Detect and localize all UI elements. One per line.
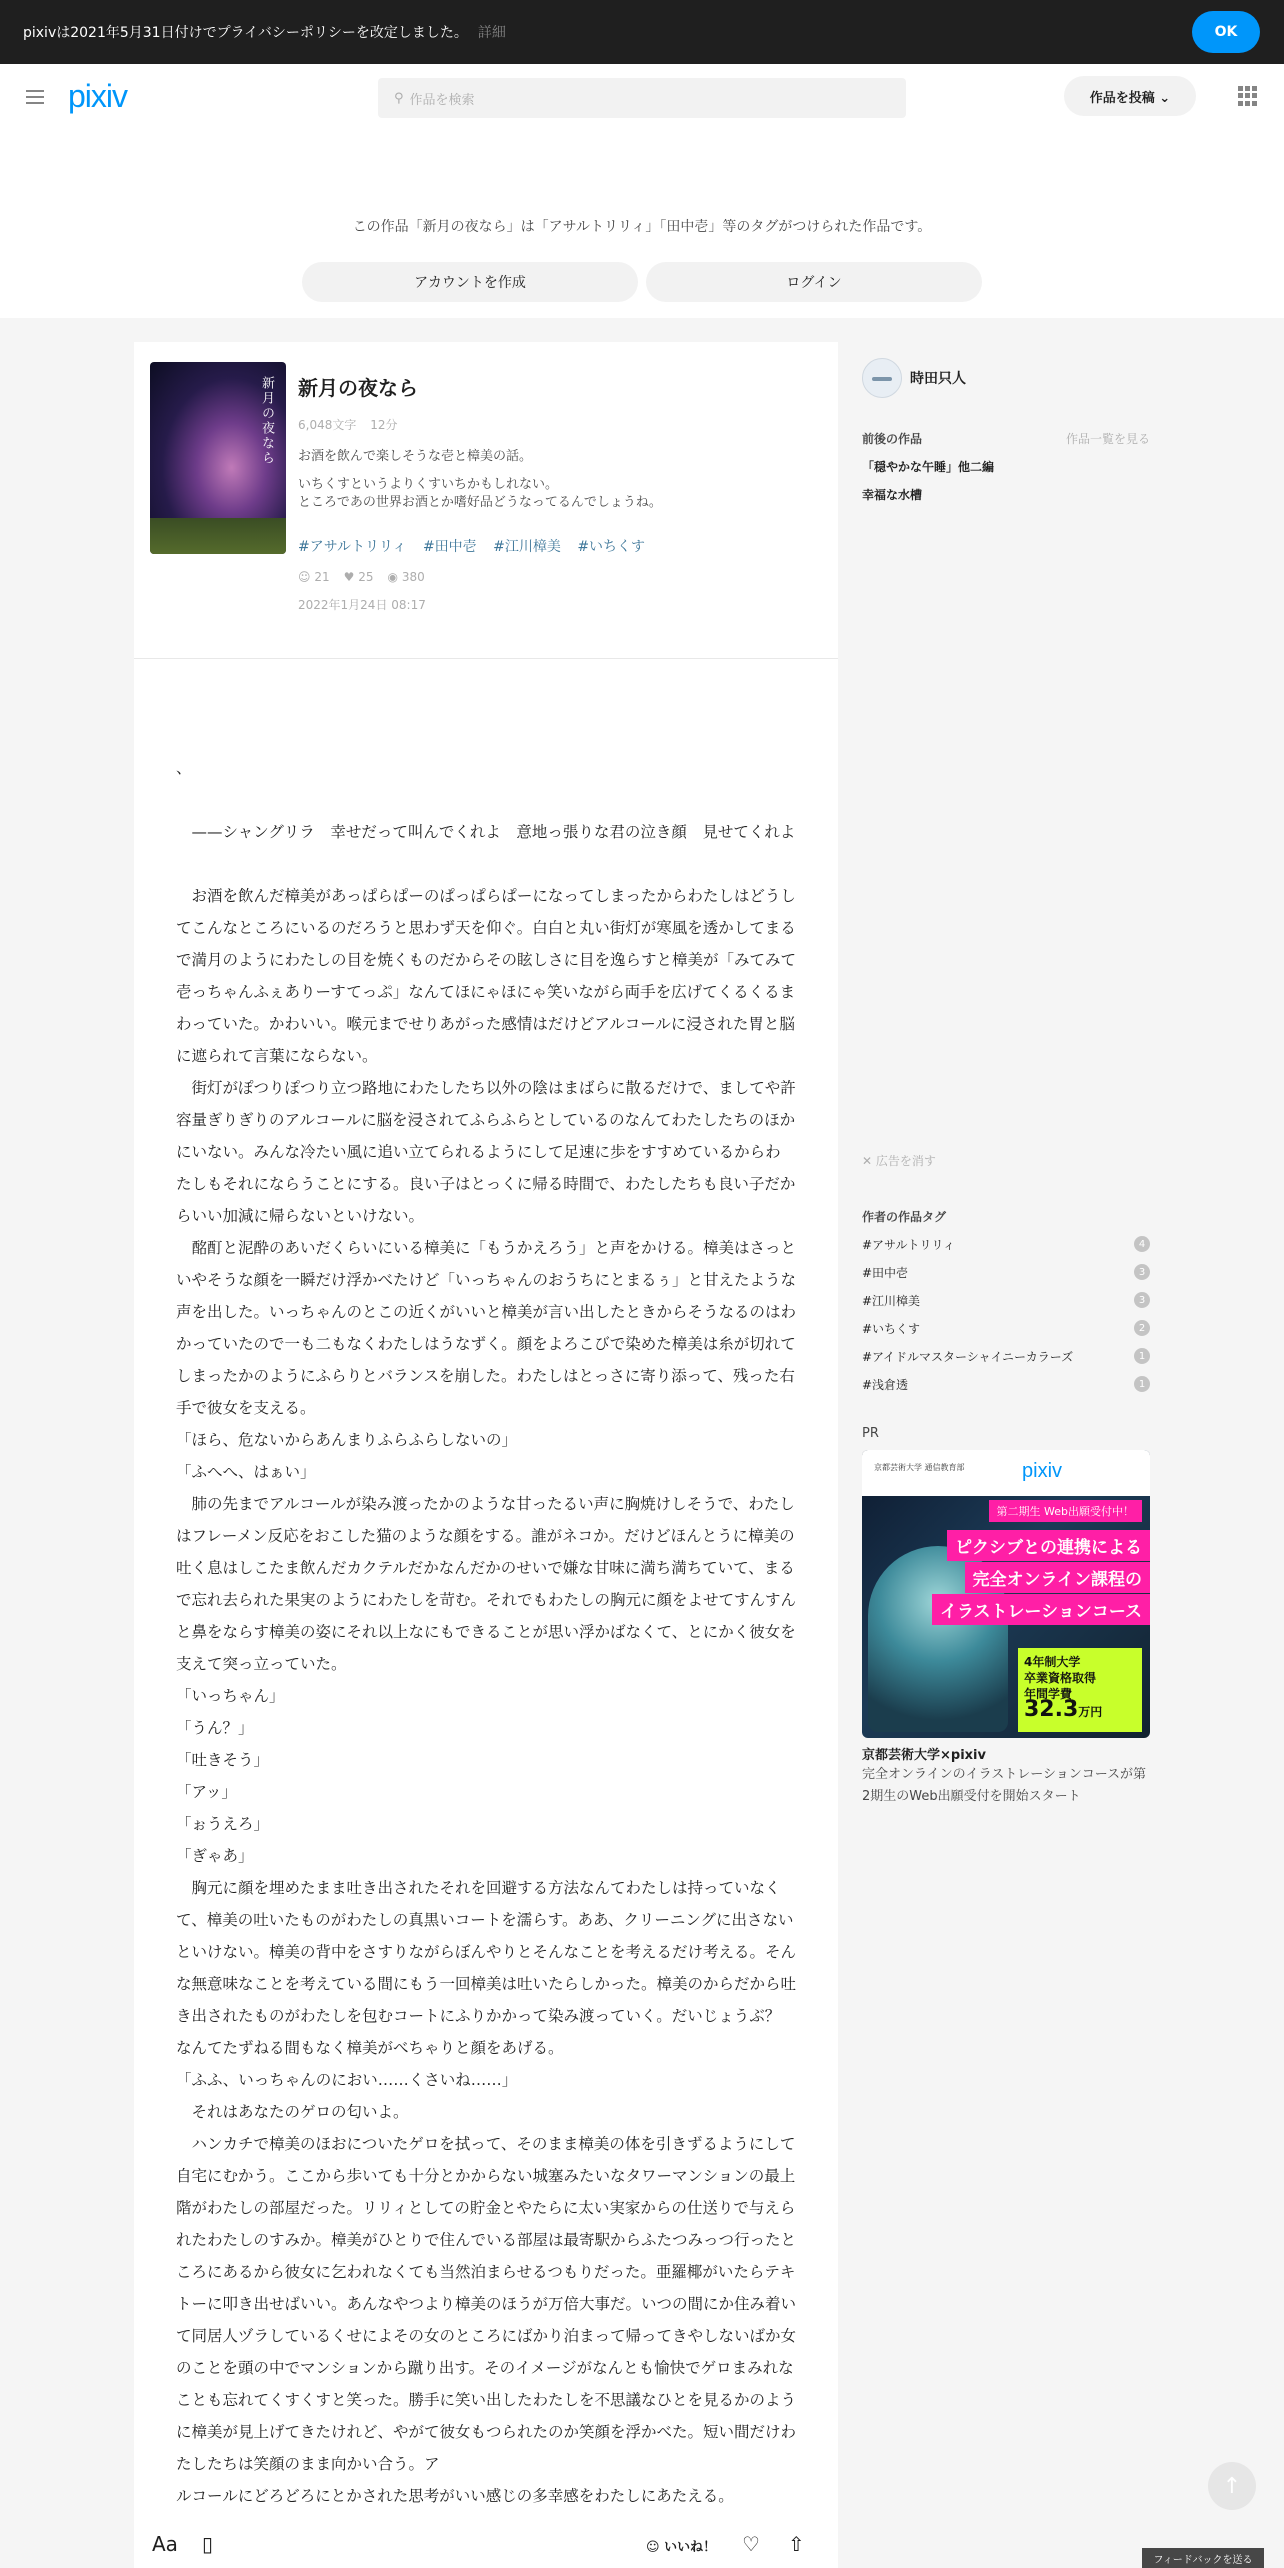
novel-paragraph: 「いっちゃん」 [176, 1687, 285, 1705]
heart-icon[interactable]: ♡ [742, 2532, 760, 2556]
smile-icon: ☺ [646, 2540, 660, 2555]
post-work-button[interactable]: 作品を投稿 ⌄ [1064, 76, 1196, 116]
pr-line: イラストレーションコース [932, 1594, 1150, 1625]
search-input[interactable] [378, 78, 906, 118]
novel-paragraph: 「うん？」 [176, 1719, 254, 1737]
heart-icon: ♥ [343, 570, 355, 584]
search-placeholder: 作品を検索 [409, 92, 475, 108]
author-tags-label: 作者の作品タグ [862, 1210, 947, 1224]
author-tag[interactable]: #いちくす 2 [862, 1320, 1150, 1337]
notice-text: この作品「新月の夜なら」は「アサルトリリィ」「田中壱」等のタグがつけられた作品です。 [352, 219, 932, 235]
banner-ok-button[interactable]: OK [1192, 11, 1260, 53]
work-meta [298, 416, 407, 433]
like-button[interactable]: ☺ いいね！ [646, 2540, 717, 2555]
novel-paragraph: お酒を飲んだ樟美があっぱらぱーのぱっぱらぱーになってしまったからわたしはどうしてこんなところにいるのだろうと思わず天を仰ぐ。白白と丸い街灯が寒風を透かしてまるで満月のようにわたしの目を焼くものだからその眩しさに目を逸らすと樟美が「みてみて壱っちゃんふぇありーすてっぷ」なんてほにゃほにゃ笑いながら両手を広げてくるくるまわっていた。かわいい。喉元までせりあがった感情はだけどアルコールに浸された胃と脳に遮られて言葉にならない。 [176, 887, 797, 1065]
novel-paragraph: 「ぎゃあ」 [176, 1847, 254, 1865]
author-tag[interactable]: #江川樟美 3 [862, 1292, 1150, 1309]
tag-link[interactable]: #江川樟美 [493, 539, 561, 555]
feedback-button[interactable]: フィードバックを送る [1142, 2548, 1264, 2568]
novel-paragraph [176, 784, 796, 816]
pixiv-logo[interactable]: pixiv [68, 78, 128, 114]
series-list-link[interactable]: 作品一覧を見る [1066, 432, 1151, 446]
caption-line: いちくすというよりくすいちかもしれない。 [298, 477, 559, 492]
work-tags [298, 536, 657, 556]
read-time: 12分 [370, 418, 398, 432]
pr-line: 完全オンライン課程の [965, 1562, 1151, 1593]
create-account-button[interactable]: アカウントを作成 [302, 262, 638, 302]
char-count: 6,048文字 [298, 418, 357, 432]
novel-paragraph: 「アッ」 [176, 1783, 237, 1801]
site-header [0, 64, 1284, 194]
novel-paragraph [176, 848, 796, 880]
author-name[interactable]: 時田只人 [910, 371, 966, 387]
pr-fee-box: 4年制大学 卒業資格取得 年間学費 32.3万円 [1018, 1648, 1142, 1732]
divider [134, 658, 838, 659]
novel-paragraph: 「吐きそう」 [176, 1751, 270, 1769]
cover-image[interactable] [150, 362, 286, 554]
post-date: 2022年1月24日 08:17 [298, 598, 426, 612]
caption-line: お酒を飲んで楽しそうな壱と樟美の話。 [298, 449, 533, 464]
apps-grid-icon[interactable] [1238, 86, 1258, 106]
hide-ad-button[interactable]: ✕ 広告を消す [862, 1154, 936, 1168]
novel-paragraph: それはあなたのゲロの匂いよ。 [176, 2103, 409, 2121]
font-settings-button[interactable]: Aa [152, 2532, 178, 2556]
pr-banner[interactable] [862, 1450, 1150, 1738]
tag-link[interactable]: #アサルトリリィ [298, 539, 407, 555]
scroll-top-button[interactable]: ↑ [1208, 2462, 1256, 2510]
caption-line: ところであの世界お酒とか嗜好品どうなってるんでしょうね。 [298, 495, 662, 510]
pr-label: PR [862, 1426, 879, 1441]
author-tag[interactable]: #アサルトリリィ 4 [862, 1236, 1150, 1253]
pr-description[interactable]: 完全オンラインのイラストレーションコースが第2期生のWeb出願受付を開始スタート [862, 1767, 1147, 1804]
novel-text [176, 752, 796, 2512]
eye-icon: ◉ [387, 570, 398, 584]
bookmark-icon[interactable]: ▯ [202, 2532, 214, 2556]
work-title: 新月の夜なら [298, 376, 418, 400]
pr-title[interactable]: 京都芸術大学×pixiv [862, 1748, 986, 1763]
reader-toolbar [134, 2522, 838, 2568]
search-icon: ⚲ [394, 90, 404, 106]
work-caption [298, 448, 662, 512]
novel-paragraph: ハンカチで樟美のほおについたゲロを拭って、そのまま樟美の体を引きずるようにして自宅にむかう。ここから歩いても十分とかからない城塞みたいなタワーマンションの最上階がわたしの部屋だった。リリィとしての貯金とやたらに太い実家からの仕送りで与えられたわたしのすみか。樟美がひとりで住んでいる部屋は最寄駅からふたつみっつ行ったところにあるから彼女に乞われなくても当然泊まらせるつもりだった。亜羅椰がいたらテキトーに叩き出せばいい。あんなやつより樟美のほうが万倍大事だ。いつの間にか住み着いて同居人ヅラしているくせによその女のところにばかり泊まって帰ってきやしないばか女のことを頭の中でマンションから蹴り出す。そのイメージがなんとも愉快でゲロまみれなことも忘れてくすくすと笑った。勝手に笑い出したわたしを不思議なひとを見るかのように樟美が見上げてきたけれど、やがて彼女もつられたのか笑顔を浮かべた。短い間だけわたしたちは笑顔のまま向かい合う。ア [176, 2135, 797, 2473]
work-stats [298, 570, 425, 584]
tag-link[interactable]: #いちくす [577, 539, 646, 555]
novel-paragraph: 街灯がぽつりぽつり立つ路地にわたしたち以外の陰はまばらに散るだけで、ましてや許容量ぎりぎりのアルコールに脳を浸されてふらふらとしているのなんてわたしたちのほかにいない。みんな冷たい風に追い立てられるようにして足速に歩をすすめているからわたしもそれにならうことにする。良い子はとっくに帰る時間で、わたしたちも良い子だからいい加減に帰らないといけない。 [176, 1079, 796, 1225]
author-tag[interactable]: #アイドルマスターシャイニーカラーズ 1 [862, 1348, 1150, 1365]
novel-paragraph: ——シャングリラ 幸せだって叫んでくれよ 意地っ張りな君の泣き顔 見せてくれよ [176, 823, 796, 841]
smile-icon: ☺ [298, 570, 311, 584]
novel-paragraph: 酩酊と泥酔のあいだくらいにいる樟美に「もうかえろう」と声をかける。樟美はさっといやそうな顔を一瞬だけ浮かべたけど「いっちゃんのおうちにとまるぅ」と甘えたような声を出した。いっちゃんのとこの近くがいいと樟美が言い出したときからそうなるのはわかっていたので一も二もなくわたしはうなずく。顔をよろこびで染めた樟美は糸が切れてしまったかのようにふらりとバランスを崩した。わたしはとっさに寄り添って、残った右手で彼女を支える。 [176, 1239, 797, 1417]
novel-paragraph: 「ほら、危ないからあんまりふらふらしないの」 [176, 1431, 518, 1449]
author-tag[interactable]: #浅倉透 1 [862, 1376, 1150, 1393]
author-tag[interactable]: #田中壱 3 [862, 1264, 1150, 1281]
privacy-banner [0, 0, 1284, 64]
like-count: ☺ 21 [298, 570, 330, 584]
work-panel [134, 342, 838, 2568]
banner-text: pixivは2021年5月31日付けでプライバシーポリシーを改定しました。 [23, 25, 468, 41]
bookmark-count: ♥ 25 [343, 570, 374, 584]
view-count: ◉ 380 [387, 570, 425, 584]
cover-title: 新月の夜なら [259, 376, 274, 466]
novel-paragraph: 、 [176, 759, 192, 777]
pr-badge: 第二期生 Web出願受付中！ [989, 1500, 1142, 1522]
series-item[interactable]: 「穏やかな午睡」他二編 [862, 460, 995, 474]
pr-logo: pixiv [1022, 1460, 1063, 1482]
tag-notice [0, 194, 1284, 318]
tag-link[interactable]: #田中壱 [422, 539, 477, 555]
avatar[interactable] [862, 358, 902, 398]
novel-paragraph: 胸元に顔を埋めたまま吐き出されたそれを回避する方法なんてわたしは持っていなくて、樟美の吐いたものがわたしの真黒いコートを濡らす。ああ、クリーニングに出さないといけない。樟美の背中をさすりながらぼんやりとそんなことを考えるだけ考える。そんな無意味なことを考えている間にもう一回樟美は吐いたらしかった。樟美のからだから吐き出されたものがわたしを包むコートにふりかかって染み渡っていく。だいじょうぶ？ なんてたずねる間もなく樟美がべちゃりと顔をあげる。 [176, 1879, 797, 2057]
series-item[interactable]: 幸福な水槽 [862, 488, 923, 502]
novel-paragraph: 「ふふ、いっちゃんのにおい……くさいね……」 [176, 2071, 518, 2089]
novel-paragraph: 肺の先までアルコールが染み渡ったかのような甘ったるい声に胸焼けしそうで、わたしはフレーメン反応をおこした猫のような顔をする。誰がネコか。だけどほんとうに樟美の吐く息はしこたま飲んだカクテルだかなんだかのせいで嫌な甘味に満ち満ちていて、まるで忘れ去られた果実のようにわたしを苛む。それでもわたしの胸元に顔をよせてすんすんと鼻をならす樟美の姿にそれ以上なにもできることが思い浮かばなくて、とにかく彼女を支えて突っ立っていた。 [176, 1495, 797, 1673]
share-icon[interactable]: ⇧ [788, 2532, 805, 2556]
novel-paragraph: 「ぉうえろ」 [176, 1815, 270, 1833]
pr-line: ピクシブとの連携による [947, 1530, 1150, 1561]
novel-paragraph: 「ふへへ、はぁい」 [176, 1463, 316, 1481]
login-button[interactable]: ログイン [646, 262, 982, 302]
novel-paragraph: ルコールにどろどろにとかされた思考がいい感じの多幸感をわたしにあたえる。 [176, 2487, 734, 2505]
banner-detail-link[interactable]: 詳細 [477, 25, 506, 41]
pr-school: 京都芸術大学 通信教育部 [874, 1463, 965, 1472]
series-label: 前後の作品 [862, 432, 923, 446]
author-block[interactable] [862, 358, 966, 398]
menu-icon[interactable] [26, 90, 44, 104]
